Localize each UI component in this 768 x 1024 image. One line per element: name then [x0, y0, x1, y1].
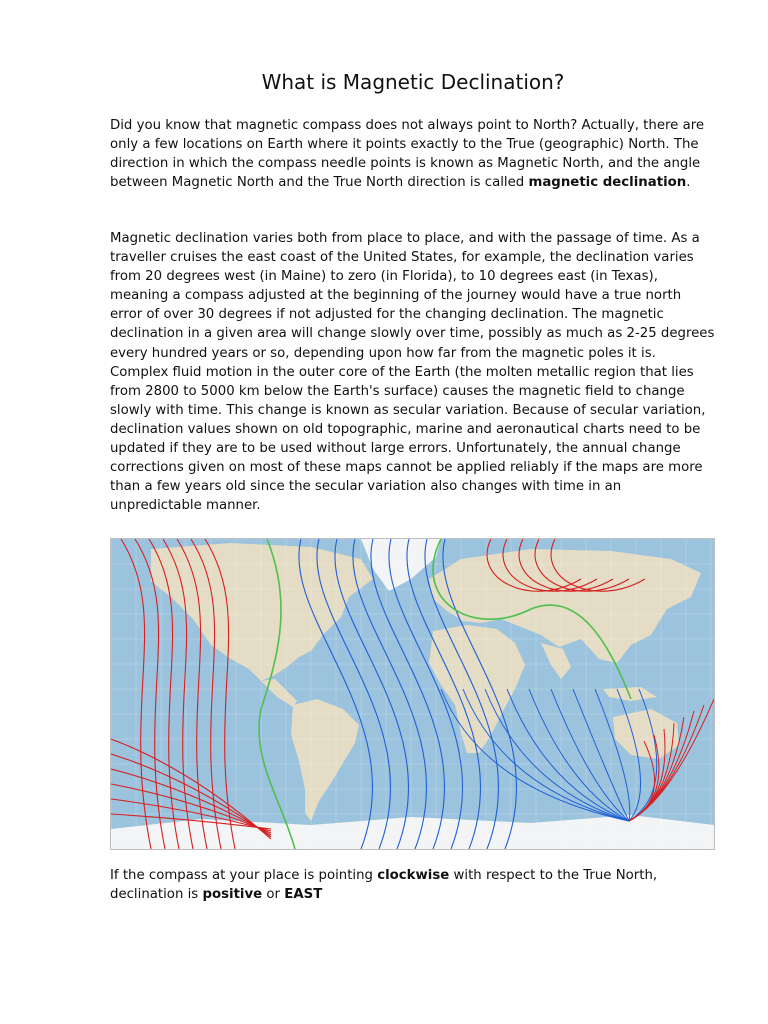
- clockwise-text-2: with respect to the True North, declination is: [110, 868, 658, 903]
- intro-text-end: .: [686, 175, 691, 191]
- east-bold: EAST: [284, 887, 323, 903]
- intro-text: Did you know that magnetic compass does not always point to North? Actually, there are only a few locations on Earth where it points exactly to the True (geographic) North. The direction in which the compass needle points is known as Magnetic North, and the angle between Magnetic North and the True North direction is called: [110, 118, 705, 191]
- clockwise-text-3: or: [262, 887, 285, 903]
- intro-bold-term: magnetic declination: [528, 175, 687, 191]
- intro-paragraph: [110, 116, 715, 192]
- declination-world-map: [110, 538, 715, 850]
- variation-paragraph: Magnetic declination varies both from place to place, and with the passage of time. As a traveller cruises the east coast of the United States, for example, the declination varies from 20 degrees west (in Maine) to zero (in Florida), to 10 degrees east (in Texas), meaning a compass adjusted at the beginning of the journey would have a true north error of over 30 degrees if not adjusted for the changing declination. The magnetic declination in a given area will change slowly over time, possibly as much as 2-25 degrees every hundred years or so, depending upon how far from the magnetic poles it is. Complex fluid motion in the outer core of the Earth (the molten metallic region that lies from 2800 to 5000 km below the Earth's surface) causes the magnetic field to change slowly with time. This change is known as secular variation. Because of secular variation, declination values shown on old topographic, marine and aeronautical charts need to be updated if they are to be used without large errors. Unfortunately, the annual change corrections given on most of these maps cannot be applied reliably if the maps are more than a few years old since the secular variation also changes with time in an unpredictable manner.: [110, 231, 715, 514]
- clockwise-paragraph: [110, 866, 715, 904]
- page-title: What is Magnetic Declination?: [261, 70, 565, 94]
- declination-map-graphic: [111, 539, 714, 849]
- clockwise-bold: clockwise: [377, 868, 450, 883]
- clockwise-text-1: If the compass at your place is pointing: [110, 868, 378, 883]
- positive-bold: positive: [202, 887, 263, 903]
